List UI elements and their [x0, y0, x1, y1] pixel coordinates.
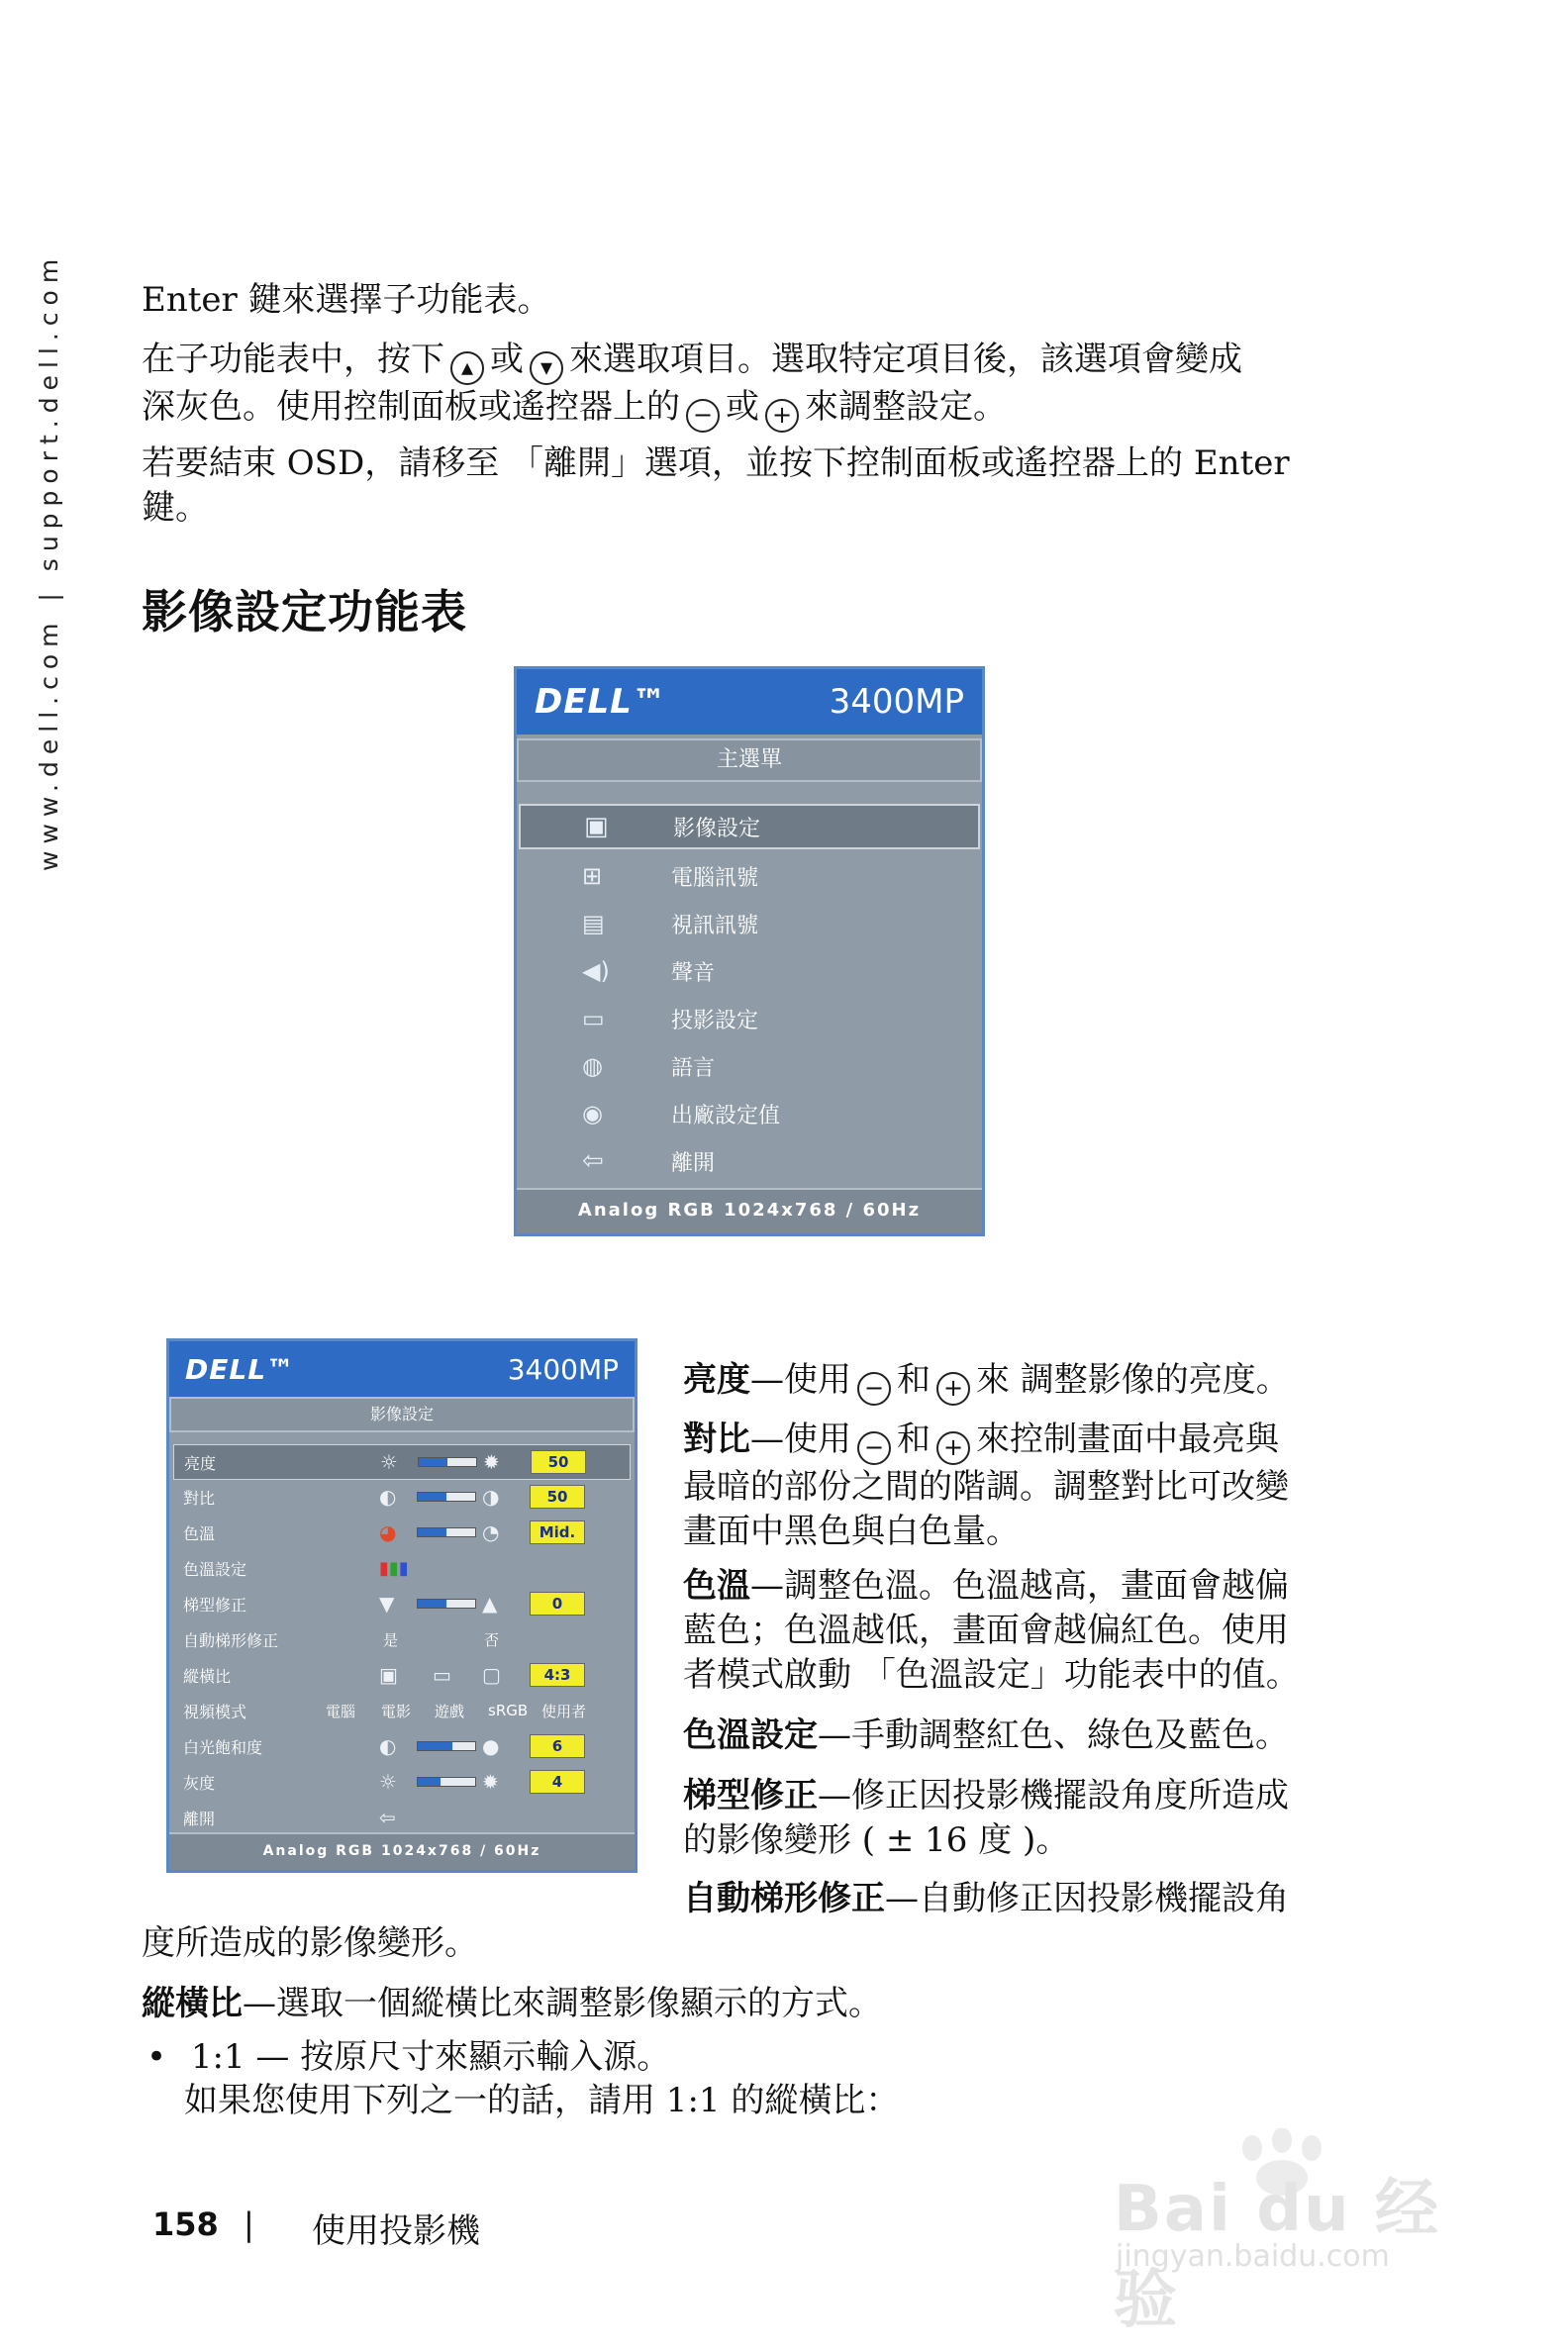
- watermark-site: jingyan.baidu.com: [1116, 2239, 1390, 2274]
- aspect-16-9-icon[interactable]: ▭: [433, 1663, 451, 1687]
- main-osd-menu: [514, 666, 985, 1236]
- term-brightness: 亮度: [683, 1360, 750, 1400]
- contrast-slider[interactable]: [417, 1492, 476, 1502]
- intro-paragraph-2: [142, 338, 1359, 433]
- plus-icon: +: [765, 399, 799, 433]
- term-color-setting: 色溫設定: [683, 1715, 818, 1755]
- white-intensity-slider[interactable]: [417, 1741, 476, 1751]
- menu-item-label: 影像設定: [673, 816, 761, 841]
- osd-menu-title: 影像設定: [169, 1397, 635, 1432]
- bullet-dot: •: [147, 2037, 167, 2077]
- osd-signal-status: Analog RGB 1024x768 / 60Hz: [169, 1832, 635, 1870]
- exit-arrow-icon: ⇦: [582, 1146, 604, 1176]
- menu-item-computer-signal[interactable]: [519, 853, 980, 899]
- contrast-value: 50: [530, 1485, 585, 1509]
- bullet-1-1-sub: 如果您使用下列之一的話，請用 1:1 的縱橫比：: [184, 2081, 900, 2120]
- baidu-watermark: [1104, 2128, 1480, 2337]
- desc-auto-keystone: [683, 1877, 1376, 1921]
- auto-keystone-no[interactable]: 否: [484, 1630, 500, 1649]
- desc-text: —選取一個縱橫比來調整影像顯示的方式。: [243, 1984, 882, 2023]
- desc-text: —使用: [750, 1420, 851, 1459]
- p3-text-b: 鍵。: [142, 488, 209, 528]
- desc-text: 最暗的部份之間的階調。調整對比可改變: [683, 1467, 1289, 1507]
- row-color-temp[interactable]: [173, 1516, 631, 1549]
- globe-icon: ◍: [582, 1052, 603, 1080]
- menu-item-video-signal[interactable]: [519, 901, 980, 946]
- term-contrast: 對比: [683, 1420, 750, 1459]
- p2-text-a: 在子功能表中，按下: [142, 340, 444, 379]
- row-label: 色溫設定: [183, 1559, 247, 1579]
- desc-color-temp: [683, 1564, 1376, 1698]
- section-title: 影像設定功能表: [142, 585, 467, 638]
- row-exit[interactable]: [173, 1801, 631, 1834]
- menu-item-projection-settings[interactable]: [519, 996, 980, 1041]
- white-intensity-value: 6: [530, 1734, 585, 1758]
- white-high-icon: ●: [482, 1734, 500, 1758]
- aspect-ratio-value: 4:3: [530, 1663, 585, 1687]
- reset-icon: ◉: [582, 1100, 603, 1127]
- p2-text-d: 深灰色。使用控制面板或遙控器上的: [142, 387, 680, 427]
- row-degamma[interactable]: [173, 1765, 631, 1799]
- desc-text: 和: [897, 1420, 931, 1459]
- footer-separator: |: [244, 2205, 254, 2243]
- sun-small-icon: ☼: [380, 1450, 398, 1474]
- computer-signal-icon: ⊞: [582, 862, 603, 890]
- color-temp-value: Mid.: [530, 1520, 585, 1544]
- sun-large-icon: ✹: [483, 1450, 500, 1474]
- menu-item-label: 出廠設定值: [671, 1103, 781, 1128]
- row-video-mode[interactable]: [173, 1694, 631, 1727]
- brightness-value: 50: [531, 1450, 586, 1474]
- menu-item-label: 電腦訊號: [671, 865, 759, 891]
- term-auto-keystone: 自動梯形修正: [683, 1879, 885, 1918]
- video-signal-icon: ▤: [582, 910, 605, 937]
- row-label: 色溫: [183, 1523, 216, 1543]
- row-label: 梯型修正: [183, 1595, 247, 1615]
- row-auto-keystone[interactable]: [173, 1622, 631, 1656]
- model-name: 3400MP: [507, 1352, 619, 1386]
- row-keystone[interactable]: [173, 1587, 631, 1620]
- desc-text: 藍色；色溫越低，畫面會越偏紅色。使用: [683, 1611, 1289, 1650]
- osd-menu-title: 主選單: [517, 738, 982, 782]
- minus-icon: −: [857, 1431, 891, 1465]
- desc-text: —使用: [750, 1360, 851, 1400]
- model-name: 3400MP: [829, 682, 964, 722]
- bullet-1-1: [147, 2029, 670, 2078]
- desc-text: 和: [897, 1360, 931, 1400]
- color-cool-icon: ◔: [482, 1520, 500, 1544]
- white-low-icon: ◐: [379, 1734, 397, 1758]
- keystone-up-icon: ▲: [482, 1592, 498, 1616]
- row-label: 白光飽和度: [183, 1737, 263, 1757]
- color-bars-icon: ▮▮▮: [379, 1557, 409, 1579]
- row-white-intensity[interactable]: [173, 1729, 631, 1763]
- plus-icon: +: [936, 1431, 970, 1465]
- desc-text: 的影像變形 ( ± 16 度 )。: [683, 1820, 1070, 1860]
- minus-icon: −: [686, 399, 720, 433]
- row-label: 自動梯形修正: [183, 1630, 279, 1650]
- keystone-slider[interactable]: [417, 1599, 476, 1609]
- degamma-value: 4: [530, 1770, 585, 1794]
- brightness-slider[interactable]: [418, 1457, 477, 1467]
- row-brightness[interactable]: [173, 1444, 631, 1480]
- row-label: 離開: [183, 1809, 216, 1828]
- row-label: 對比: [183, 1488, 216, 1508]
- page-number: 158: [152, 2205, 219, 2243]
- color-warm-icon: ◕: [379, 1520, 397, 1544]
- projector-icon: ▭: [582, 1005, 605, 1032]
- row-contrast[interactable]: [173, 1480, 631, 1514]
- color-temp-slider[interactable]: [417, 1527, 476, 1537]
- contrast-high-icon: ◑: [482, 1485, 500, 1509]
- desc-auto-keystone-cont: 度所造成的影像變形。: [142, 1923, 478, 1963]
- desc-brightness: [683, 1358, 1376, 1406]
- menu-item-factory-reset[interactable]: [519, 1091, 980, 1136]
- bullet-text: 1:1 — 按原尺寸來顯示輸入源。: [190, 2037, 671, 2077]
- minus-icon: −: [857, 1372, 891, 1406]
- menu-item-label: 語言: [671, 1055, 716, 1081]
- dell-logo: DELL™: [185, 1352, 296, 1386]
- row-color-setting[interactable]: [173, 1551, 631, 1585]
- image-settings-osd: [166, 1338, 637, 1873]
- desc-text: 者模式啟動 「色溫設定」功能表中的值。: [683, 1655, 1300, 1695]
- menu-item-image-settings[interactable]: [519, 804, 980, 849]
- row-label: 亮度: [184, 1453, 217, 1473]
- osd-header: [517, 669, 982, 735]
- aspect-4-3-icon[interactable]: ▢: [482, 1663, 501, 1687]
- aspect-1-1-icon[interactable]: ▣: [379, 1663, 398, 1687]
- video-mode-user[interactable]: 使用者: [541, 1702, 587, 1720]
- side-url: www.dell.com | support.dell.com: [35, 251, 63, 871]
- desc-text: —調整色溫。色溫越高，畫面會越偏: [750, 1566, 1289, 1606]
- desc-color-setting: [683, 1714, 1376, 1758]
- auto-keystone-yes[interactable]: 是: [383, 1630, 399, 1649]
- desc-contrast: [683, 1418, 1376, 1554]
- menu-item-label: 投影設定: [671, 1008, 759, 1033]
- desc-text: —手動調整紅色、綠色及藍色。: [818, 1715, 1289, 1755]
- video-mode-srgb[interactable]: sRGB: [488, 1702, 529, 1719]
- up-arrow-icon: ▴: [450, 351, 484, 385]
- row-label: 縱橫比: [183, 1666, 232, 1686]
- desc-text: 來 調整影像的亮度。: [976, 1360, 1290, 1400]
- desc-text: —修正因投影機擺設角度所造成: [818, 1776, 1289, 1815]
- term-color-temp: 色溫: [683, 1566, 750, 1606]
- plus-icon: +: [936, 1372, 970, 1406]
- p2-text-f: 來調整設定。: [805, 387, 1007, 427]
- osd-signal-status: Analog RGB 1024x768 / 60Hz: [517, 1188, 982, 1233]
- keystone-value: 0: [530, 1592, 585, 1616]
- video-mode-game[interactable]: 遊戲: [435, 1702, 465, 1720]
- p2-text-c: 來選取項目。選取特定項目後，該選項會變成: [569, 340, 1242, 379]
- intro-paragraph-3: [142, 441, 1359, 531]
- video-mode-movie[interactable]: 電影: [381, 1702, 412, 1720]
- term-keystone: 梯型修正: [683, 1776, 818, 1815]
- menu-item-exit[interactable]: [519, 1138, 980, 1184]
- video-mode-pc[interactable]: 電腦: [326, 1702, 356, 1720]
- exit-arrow-icon: ⇦: [379, 1806, 396, 1829]
- desc-text: 來控制畫面中最亮與: [976, 1420, 1279, 1459]
- dell-logo: DELL™: [535, 682, 667, 722]
- row-aspect-ratio[interactable]: [173, 1658, 631, 1692]
- p3-text-a: 若要結束 OSD，請移至 「離開」選項，並按下控制面板或遙控器上的 Enter: [142, 443, 1290, 483]
- menu-item-label: 聲音: [671, 960, 716, 986]
- menu-item-label: 離開: [671, 1150, 716, 1176]
- row-label: 灰度: [183, 1773, 216, 1793]
- menu-item-audio[interactable]: [519, 948, 980, 994]
- intro-line-1: Enter 鍵來選擇子功能表。: [142, 280, 551, 320]
- down-arrow-icon: ▾: [530, 351, 563, 385]
- degamma-slider[interactable]: [417, 1777, 476, 1787]
- menu-item-language[interactable]: [519, 1043, 980, 1089]
- row-label: 視頻模式: [183, 1702, 247, 1721]
- contrast-low-icon: ◐: [379, 1485, 397, 1509]
- watermark-brand: Bai du 经验: [1114, 2173, 1440, 2337]
- p2-text-b: 或: [490, 340, 524, 379]
- desc-text: 畫面中黑色與白色量。: [683, 1512, 1020, 1551]
- chapter-title: 使用投影機: [312, 2211, 480, 2251]
- degamma-high-icon: ✹: [482, 1770, 499, 1794]
- keystone-down-icon: ▼: [379, 1592, 395, 1616]
- monitor-icon: ▣: [584, 812, 609, 841]
- degamma-low-icon: ☼: [379, 1770, 397, 1794]
- osd-header: [169, 1341, 635, 1397]
- term-aspect-ratio: 縱橫比: [142, 1984, 243, 2023]
- desc-keystone: [683, 1774, 1376, 1863]
- p2-text-e: 或: [726, 387, 759, 427]
- menu-item-label: 視訊訊號: [671, 913, 759, 938]
- desc-aspect-ratio: [142, 1982, 1359, 2026]
- speaker-icon: ◀): [582, 957, 610, 985]
- desc-text: —自動修正因投影機擺設角: [885, 1879, 1289, 1918]
